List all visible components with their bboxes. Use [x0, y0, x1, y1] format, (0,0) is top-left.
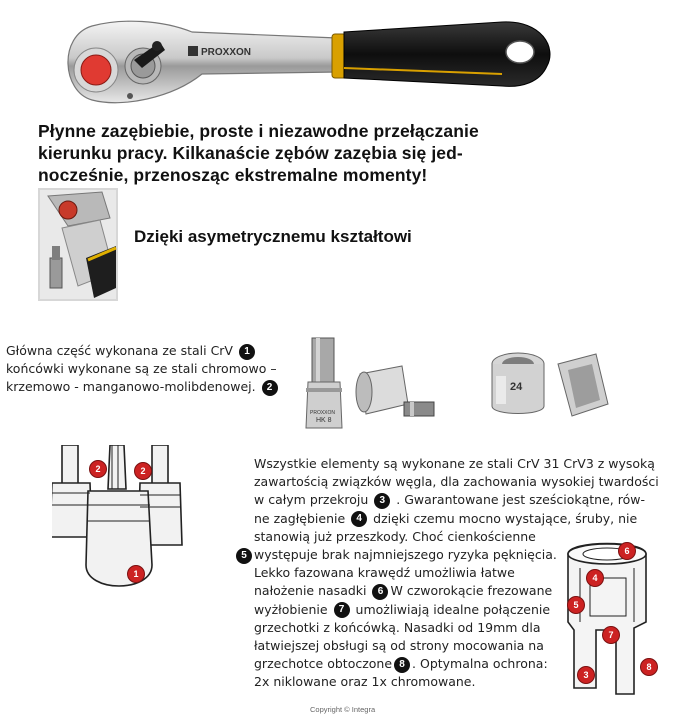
bits-marker: 1: [127, 565, 145, 583]
headline-line: nocześnie, przenosząc ekstremalne momenty!: [38, 165, 428, 185]
socket-marker: 5: [567, 596, 585, 614]
body-line-part: nałożenie nasadki: [254, 583, 367, 599]
body-line-part: . Optymalna ochrona:: [412, 656, 548, 672]
body-line-part: w całym przekroju: [254, 492, 369, 508]
marker-5: 5: [236, 548, 252, 564]
body-line-part: ne zagłębienie: [254, 510, 346, 526]
body-line: grzechotki z końcówką. Nasadki od 19mm dla: [254, 619, 541, 635]
marker-6: 6: [372, 584, 388, 600]
body-line-part: dzięki czemu mocno wystające, śruby, nie: [373, 510, 638, 526]
marker-1: 1: [239, 344, 255, 360]
socket-marker: 8: [640, 658, 658, 676]
bits-marker: 2: [89, 460, 107, 478]
asymmetric-ratchet-photo: [38, 188, 118, 301]
marker-4: 4: [351, 511, 367, 527]
body-line-part: . Gwarantowane jest sześciokątne, rów-: [396, 492, 645, 508]
material-spec: [6, 342, 280, 396]
bit-socket-photo: [304, 332, 440, 437]
body-line: Wszystkie elementy są wykonane ze stali CrV 31 CrV3 z wysoką: [254, 456, 655, 471]
socket-marker: 4: [586, 569, 604, 587]
bits-marker: 2: [134, 462, 152, 480]
socket-size-label: 24: [510, 381, 523, 393]
body-line-part: występuje brak najmniejszego ryzyka pęknięcia.: [254, 547, 557, 563]
headline: [38, 120, 578, 186]
body-line: Lekko fazowana krawędź umożliwia łatwe: [254, 565, 515, 581]
bit-label: HK 8: [316, 417, 332, 424]
socket-marker: 6: [618, 542, 636, 560]
headline-line: kierunku pracy. Kilkanaście zębów zazębia się jed-: [38, 143, 463, 163]
body-line: zawartością związków węgla, dla zachowania wysokiej twardości: [254, 474, 659, 490]
body-line: stanowią już przeszkody. Choć cienkościenne: [254, 528, 536, 544]
spec-line-2: końcówki wykonane są ze stali chromowo –: [6, 361, 277, 376]
body-line: 2x niklowane oraz 1x chromowane.: [254, 674, 476, 690]
marker-7: 7: [334, 602, 350, 618]
body-line-part: W czworokącie frezowane: [390, 583, 553, 599]
socket-marker: 3: [577, 666, 595, 684]
body-line: łatwiejszej obsługi są od strony mocowania na: [254, 638, 544, 654]
svg-text:PROXXON: PROXXON: [310, 410, 336, 416]
spec-line-3: krzemowo - manganowo-molibdenowej.: [6, 379, 256, 394]
body-line-part: grzechotce obtoczone: [254, 656, 393, 672]
socket-24-photo: [488, 350, 610, 422]
marker-2: 2: [262, 380, 278, 396]
asymmetric-shape-label: Dzięki asymetrycznemu kształtowi: [134, 227, 412, 246]
marker-8: 8: [394, 657, 410, 673]
socket-marker: 7: [602, 626, 620, 644]
body-line-part: wyżłobienie: [254, 601, 328, 617]
ratchet-image: [52, 8, 552, 118]
marker-3: 3: [374, 493, 390, 509]
body-line-part: umożliwiają idealne połączenie: [355, 601, 551, 617]
headline-line: Płynne zazębiebie, proste i niezawodne przełączanie: [38, 121, 479, 141]
brand-label: PROXXON: [201, 47, 252, 58]
spec-line-1: Główna część wykonana ze stali CrV: [6, 343, 233, 358]
copyright: Copyright © Integra: [310, 705, 376, 714]
bits-illustration: [52, 445, 187, 595]
